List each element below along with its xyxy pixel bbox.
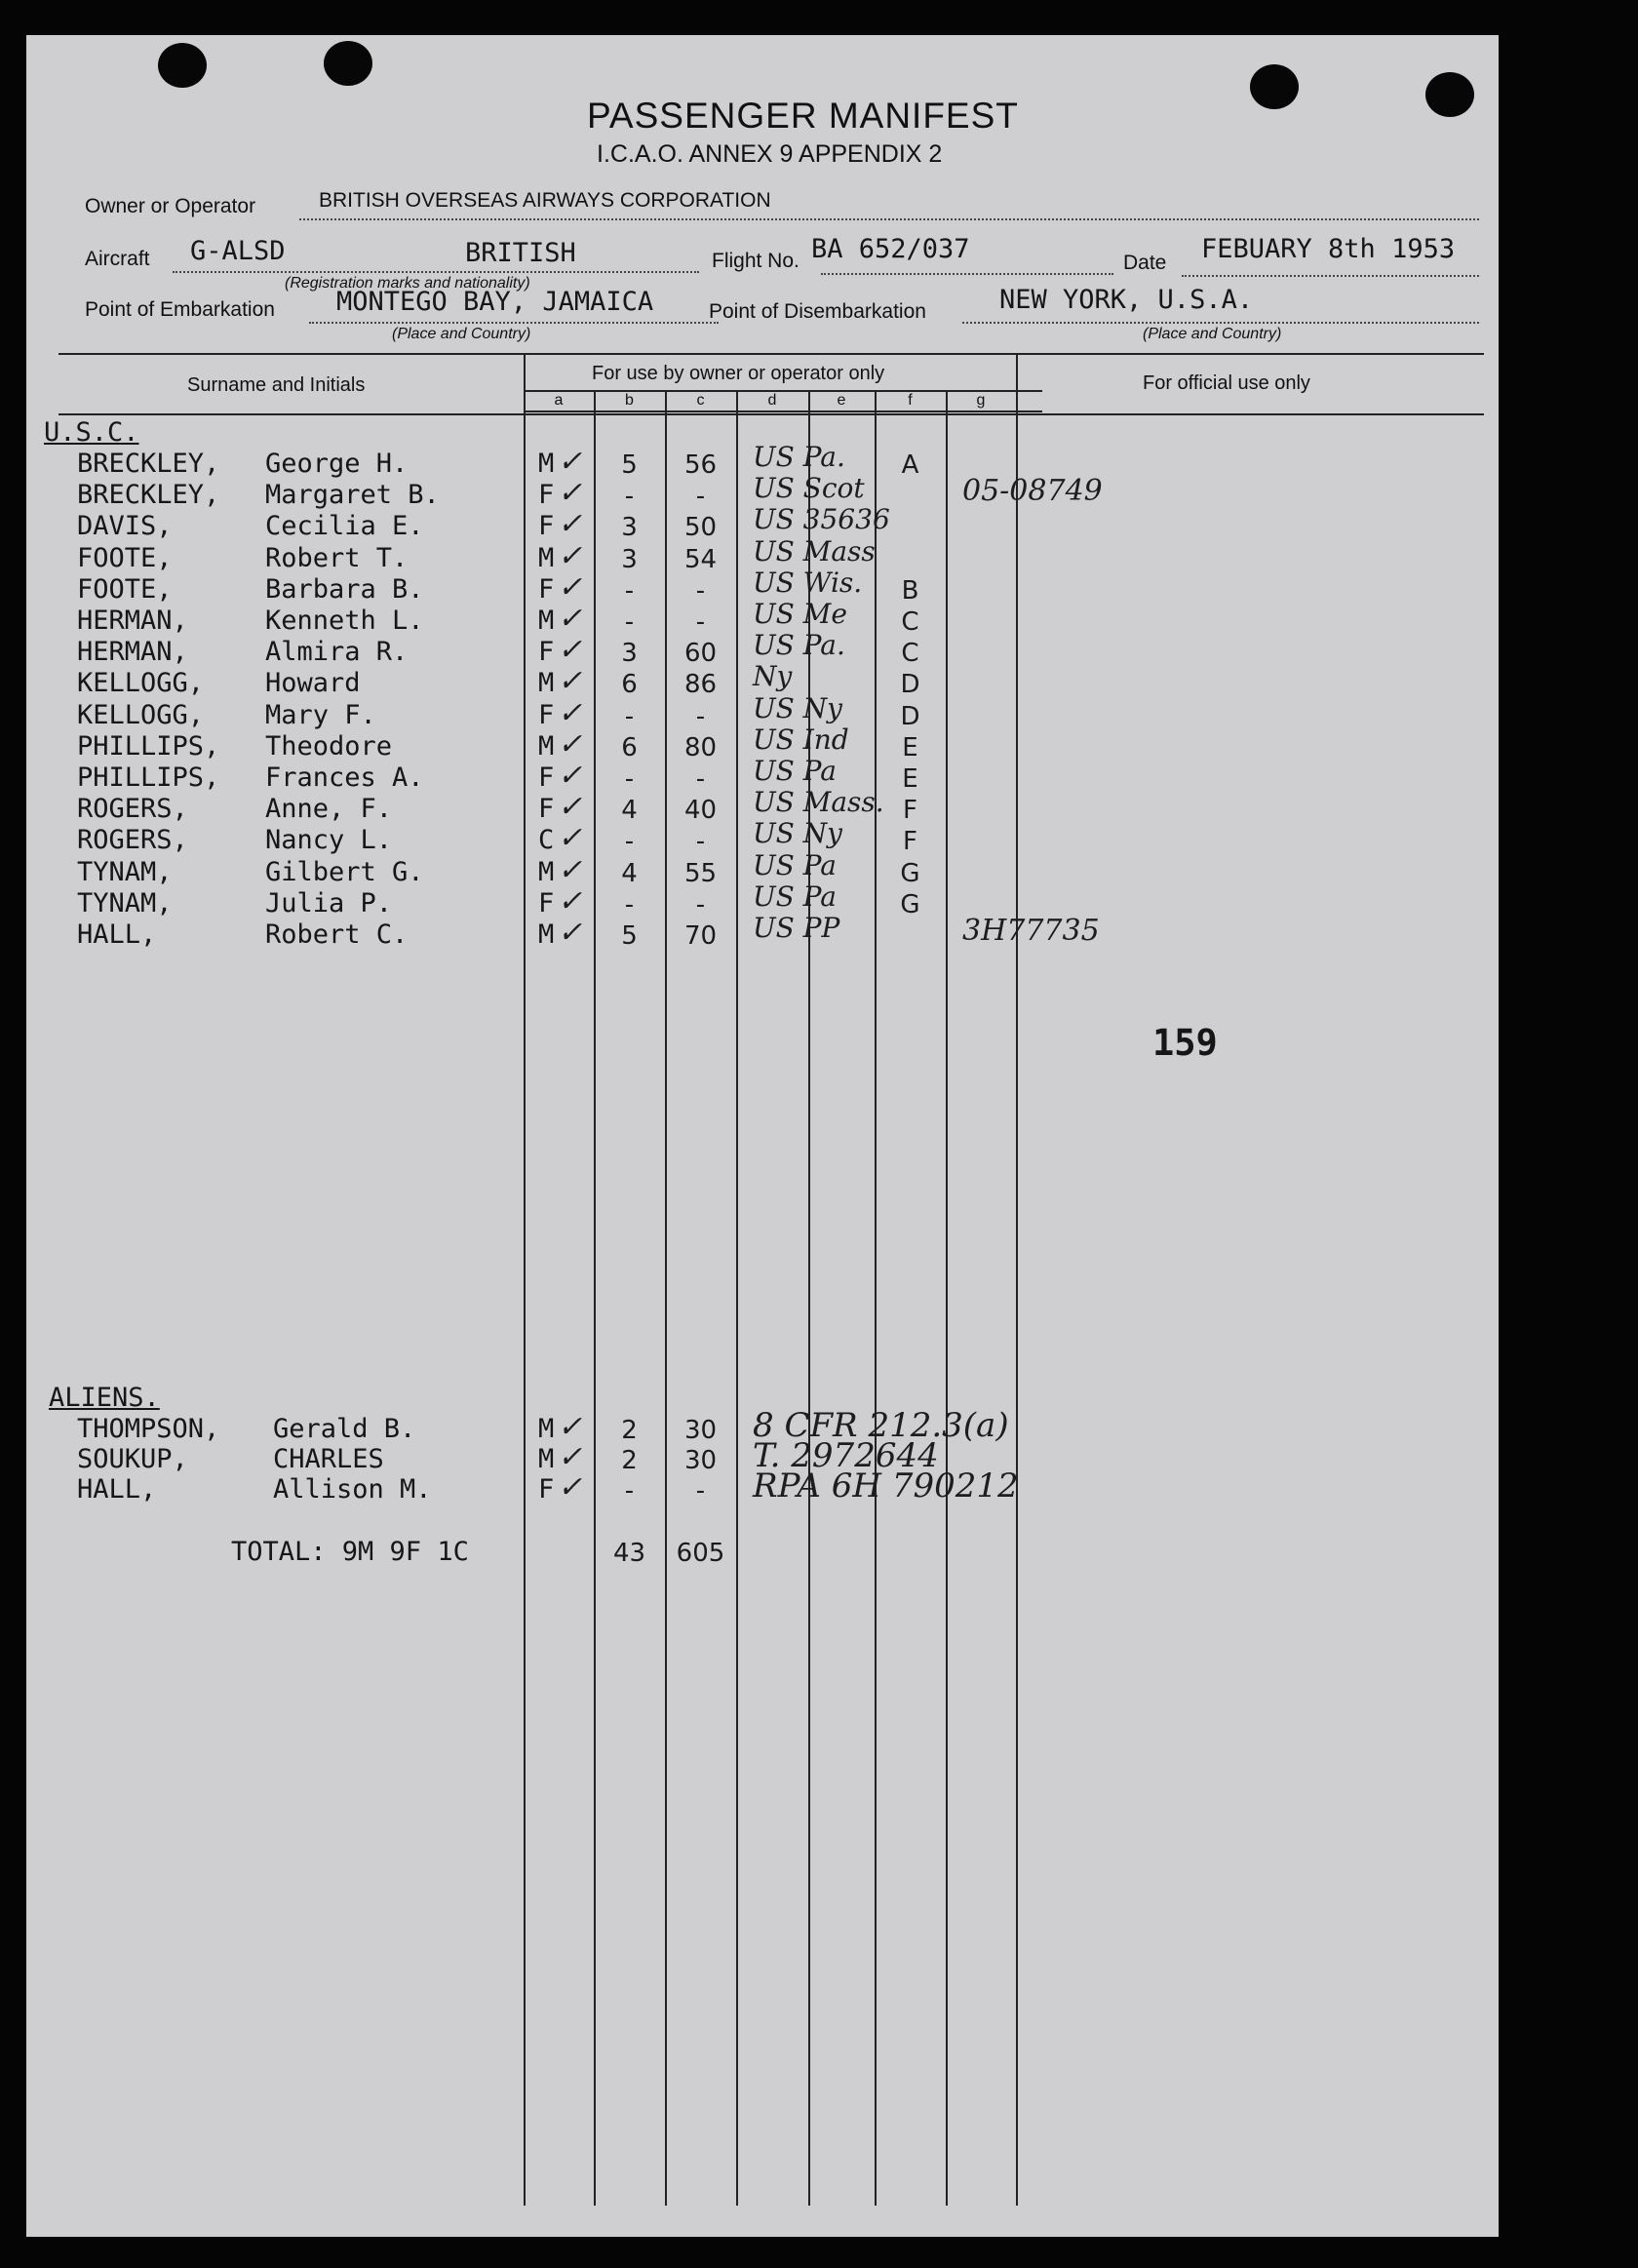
aircraft-value: G-ALSD xyxy=(190,236,286,266)
passenger-col-b: 6 xyxy=(621,670,638,700)
passenger-col-f: G xyxy=(900,858,920,888)
passenger-given-name: Gilbert G. xyxy=(265,856,424,887)
check-mark: ✓ xyxy=(558,759,583,793)
totals-label: TOTAL: 9M 9F 1C xyxy=(231,1537,469,1567)
passenger-col-c: 60 xyxy=(683,639,718,669)
handwritten-note: 8 CFR 212.3(a) xyxy=(753,1406,1009,1445)
passenger-sex: F xyxy=(538,511,555,542)
passenger-col-c: - xyxy=(695,889,706,919)
check-mark: ✓ xyxy=(558,569,583,605)
flight-no-label: Flight No. xyxy=(712,250,800,272)
passenger-given-name: Margaret B. xyxy=(265,480,440,511)
passenger-surname: HALL, xyxy=(77,1474,157,1505)
embarkation-label: Point of Embarkation xyxy=(85,298,275,321)
passenger-col-c: - xyxy=(695,575,706,606)
passenger-given-name: Mary F. xyxy=(265,699,376,730)
passenger-col-f: F xyxy=(903,827,917,857)
passenger-sex: F xyxy=(538,763,555,793)
check-mark: ✓ xyxy=(558,476,583,511)
passenger-col-f: C xyxy=(901,639,919,669)
passenger-sex: F xyxy=(538,887,555,919)
table-top-rule xyxy=(58,353,1484,355)
col-letter-a: a xyxy=(554,392,564,409)
totals-column-b: 43 xyxy=(612,1539,646,1568)
passenger-surname: KELLOGG, xyxy=(77,668,205,699)
table-header-rule xyxy=(58,413,1484,415)
passenger-col-b: 2 xyxy=(621,1416,638,1445)
handwritten-note: T. 2972644 xyxy=(753,1436,939,1475)
passenger-col-c: 80 xyxy=(683,732,718,763)
passenger-sex: M xyxy=(538,856,555,887)
passenger-surname: ROGERS, xyxy=(77,794,188,825)
place-country-note: (Place and Country) xyxy=(392,326,531,342)
handwritten-note: US Ind xyxy=(753,723,849,756)
owner-use-header: For use by owner or operator only xyxy=(592,363,885,384)
passenger-surname: PHILLIPS, xyxy=(77,763,220,793)
passenger-col-c: 86 xyxy=(683,670,718,700)
handwritten-note: US Pa. xyxy=(753,629,845,662)
table-mid-rule xyxy=(524,411,1042,412)
passenger-col-b: 4 xyxy=(621,858,638,888)
passenger-given-name: Cecilia E. xyxy=(265,511,424,542)
dotted-rule xyxy=(962,322,1479,324)
column-divider xyxy=(808,390,810,2206)
check-mark: ✓ xyxy=(558,852,583,887)
col-letter-f: f xyxy=(908,392,913,409)
surname-column-header: Surname and Initials xyxy=(187,374,366,396)
aliens-section-heading: ALIENS. xyxy=(49,1383,160,1413)
dotted-rule xyxy=(173,271,699,273)
column-divider xyxy=(736,390,738,2206)
check-mark: ✓ xyxy=(558,883,583,919)
passenger-col-c: 30 xyxy=(683,1416,718,1445)
flight-no-value: BA 652/037 xyxy=(811,234,970,264)
column-divider xyxy=(1016,353,1018,2206)
passenger-given-name: Julia P. xyxy=(265,887,393,919)
handwritten-note: Ny xyxy=(753,660,793,693)
check-mark: ✓ xyxy=(558,538,583,573)
passenger-surname: TYNAM, xyxy=(77,856,173,887)
passenger-surname: SOUKUP, xyxy=(77,1444,188,1474)
handwritten-note: US Scot xyxy=(753,472,865,505)
passenger-sex: F xyxy=(538,699,555,730)
passenger-col-b: 5 xyxy=(621,450,638,480)
passenger-col-f: C xyxy=(901,607,919,637)
passenger-surname: TYNAM, xyxy=(77,887,173,919)
handwritten-note: US Me xyxy=(753,598,847,630)
passenger-given-name: Almira R. xyxy=(265,637,409,668)
usc-section-heading: U.S.C. xyxy=(44,417,139,448)
col-letter-g: g xyxy=(976,392,986,409)
handwritten-note: US Ny xyxy=(753,817,842,850)
passenger-sex: C xyxy=(538,825,555,856)
check-mark: ✓ xyxy=(558,1440,583,1474)
handwritten-note: US 35636 xyxy=(753,503,890,536)
manifest-sheet xyxy=(26,35,1499,2237)
passenger-sex: M xyxy=(538,1444,555,1474)
disembarkation-label: Point of Disembarkation xyxy=(709,300,926,323)
embarkation-value: MONTEGO BAY, JAMAICA xyxy=(336,287,654,317)
passenger-col-c: 55 xyxy=(683,858,718,888)
handwritten-note: US Pa xyxy=(753,755,837,787)
passenger-surname: ROGERS, xyxy=(77,825,188,856)
check-mark: ✓ xyxy=(558,1470,583,1505)
passenger-col-f: F xyxy=(903,796,917,826)
passenger-given-name: George H. xyxy=(265,449,409,479)
passenger-surname: THOMPSON, xyxy=(77,1414,220,1444)
passenger-col-c: - xyxy=(695,1476,706,1505)
passenger-col-c: - xyxy=(695,764,706,794)
passenger-col-b: 3 xyxy=(621,544,638,574)
nationality-value: BRITISH xyxy=(465,238,576,268)
passenger-given-name: Kenneth L. xyxy=(265,606,424,636)
passenger-sex: M xyxy=(538,730,555,762)
check-mark: ✓ xyxy=(558,790,583,825)
passenger-sex: M xyxy=(538,668,555,699)
passenger-surname: PHILLIPS, xyxy=(77,730,220,762)
registration-note: (Registration marks and nationality) xyxy=(285,275,530,292)
official-use-header: For official use only xyxy=(1143,372,1310,394)
passenger-surname: HALL, xyxy=(77,919,157,950)
passenger-col-c: 40 xyxy=(683,796,718,826)
handwritten-note: US Mass xyxy=(753,534,876,567)
passenger-col-b: 5 xyxy=(621,921,638,951)
handwritten-note: US Ny xyxy=(753,691,842,724)
passenger-col-b: 3 xyxy=(621,639,638,669)
col-letter-b: b xyxy=(625,392,634,409)
passenger-col-f: B xyxy=(901,575,919,606)
form-title: PASSENGER MANIFEST xyxy=(587,96,1019,136)
passenger-given-name: Anne, F. xyxy=(265,794,393,825)
passenger-col-c: 70 xyxy=(683,921,718,951)
passenger-sex: M xyxy=(538,449,555,479)
passenger-col-b: 2 xyxy=(621,1446,638,1475)
dotted-rule xyxy=(299,218,1479,220)
passenger-surname: BRECKLEY, xyxy=(77,449,220,479)
col-letter-d: d xyxy=(767,392,777,409)
passenger-given-name: Allison M. xyxy=(273,1474,432,1505)
punch-hole xyxy=(1250,64,1299,109)
check-mark: ✓ xyxy=(558,445,583,479)
date-value: FEBUARY 8th 1953 xyxy=(1201,234,1456,264)
check-mark: ✓ xyxy=(558,633,583,668)
check-mark: ✓ xyxy=(558,507,583,542)
passenger-sex: M xyxy=(538,919,555,950)
passenger-col-c: - xyxy=(695,607,706,637)
passenger-sex: F xyxy=(538,480,555,511)
passenger-given-name: Robert T. xyxy=(265,542,409,573)
check-mark: ✓ xyxy=(558,821,583,856)
check-mark: ✓ xyxy=(558,1410,583,1444)
punch-hole xyxy=(158,43,207,88)
col-letter-e: e xyxy=(837,392,846,409)
passenger-sex: F xyxy=(538,637,555,668)
passenger-col-b: - xyxy=(624,827,635,857)
passenger-col-b: - xyxy=(624,701,635,731)
col-letter-c: c xyxy=(696,392,705,409)
passenger-sex: F xyxy=(538,794,555,825)
passenger-col-c: - xyxy=(695,827,706,857)
passenger-col-b: - xyxy=(624,1476,635,1505)
passenger-given-name: Theodore xyxy=(265,730,393,762)
passenger-col-f: D xyxy=(900,701,920,731)
column-divider xyxy=(524,353,526,2206)
punch-hole xyxy=(1425,72,1474,117)
official-note: 05-08749 xyxy=(962,474,1103,509)
check-mark: ✓ xyxy=(558,664,583,699)
check-mark: ✓ xyxy=(558,602,583,636)
dotted-rule xyxy=(309,322,719,324)
passenger-col-c: - xyxy=(695,482,706,512)
aircraft-label: Aircraft xyxy=(85,248,150,270)
punch-hole xyxy=(324,41,372,86)
handwritten-note: RPA 6H 790212 xyxy=(753,1466,1019,1505)
passenger-surname: FOOTE, xyxy=(77,573,173,605)
passenger-col-b: 3 xyxy=(621,513,638,543)
check-mark: ✓ xyxy=(558,695,583,730)
owner-label: Owner or Operator xyxy=(85,195,256,217)
passenger-surname: FOOTE, xyxy=(77,542,173,573)
passenger-col-b: - xyxy=(624,607,635,637)
passenger-surname: BRECKLEY, xyxy=(77,480,220,511)
page-stamp-number: 159 xyxy=(1152,1022,1218,1064)
passenger-col-c: 54 xyxy=(683,544,718,574)
handwritten-note: US Mass. xyxy=(753,786,884,819)
form-subtitle: I.C.A.O. ANNEX 9 APPENDIX 2 xyxy=(597,140,943,168)
passenger-col-f: E xyxy=(902,732,918,763)
passenger-col-b: 6 xyxy=(621,732,638,763)
passenger-sex: M xyxy=(538,542,555,573)
owner-value: BRITISH OVERSEAS AIRWAYS CORPORATION xyxy=(319,189,771,212)
handwritten-note: US Pa xyxy=(753,880,837,913)
official-note: 3H77735 xyxy=(962,914,1100,948)
check-mark: ✓ xyxy=(558,916,583,950)
handwritten-note: US PP xyxy=(753,912,840,944)
passenger-col-c: 56 xyxy=(683,450,718,480)
passenger-sex: M xyxy=(538,606,555,636)
passenger-given-name: Howard xyxy=(265,668,361,699)
passenger-given-name: Robert C. xyxy=(265,919,409,950)
totals-column-c: 605 xyxy=(676,1539,725,1568)
passenger-col-b: - xyxy=(624,482,635,512)
passenger-given-name: Gerald B. xyxy=(273,1414,416,1444)
passenger-given-name: Barbara B. xyxy=(265,573,424,605)
passenger-surname: KELLOGG, xyxy=(77,699,205,730)
passenger-col-b: - xyxy=(624,764,635,794)
passenger-given-name: Nancy L. xyxy=(265,825,393,856)
check-mark: ✓ xyxy=(558,726,583,762)
passenger-col-b: - xyxy=(624,575,635,606)
passenger-col-c: 30 xyxy=(683,1446,718,1475)
passenger-surname: DAVIS, xyxy=(77,511,173,542)
date-label: Date xyxy=(1123,252,1167,274)
column-divider xyxy=(946,390,948,2206)
passenger-col-b: 4 xyxy=(621,796,638,826)
passenger-sex: M xyxy=(538,1414,555,1444)
handwritten-note: US Pa xyxy=(753,848,837,881)
handwritten-note: US Pa. xyxy=(753,441,845,473)
handwritten-note: US Wis. xyxy=(753,566,863,599)
dotted-rule xyxy=(1182,275,1479,277)
passenger-col-f: D xyxy=(900,670,920,700)
passenger-col-c: - xyxy=(695,701,706,731)
passenger-col-c: 50 xyxy=(683,513,718,543)
place-country-note: (Place and Country) xyxy=(1143,326,1282,342)
dotted-rule xyxy=(821,273,1113,275)
passenger-given-name: Frances A. xyxy=(265,763,424,793)
passenger-sex: F xyxy=(538,573,555,605)
passenger-col-f: A xyxy=(901,450,919,480)
passenger-col-b: - xyxy=(624,889,635,919)
passenger-given-name: CHARLES xyxy=(273,1444,384,1474)
passenger-surname: HERMAN, xyxy=(77,606,188,636)
passenger-surname: HERMAN, xyxy=(77,637,188,668)
passenger-col-f: E xyxy=(902,764,918,794)
passenger-sex: F xyxy=(538,1474,555,1505)
disembarkation-value: NEW YORK, U.S.A. xyxy=(999,285,1254,315)
passenger-col-f: G xyxy=(900,889,920,919)
